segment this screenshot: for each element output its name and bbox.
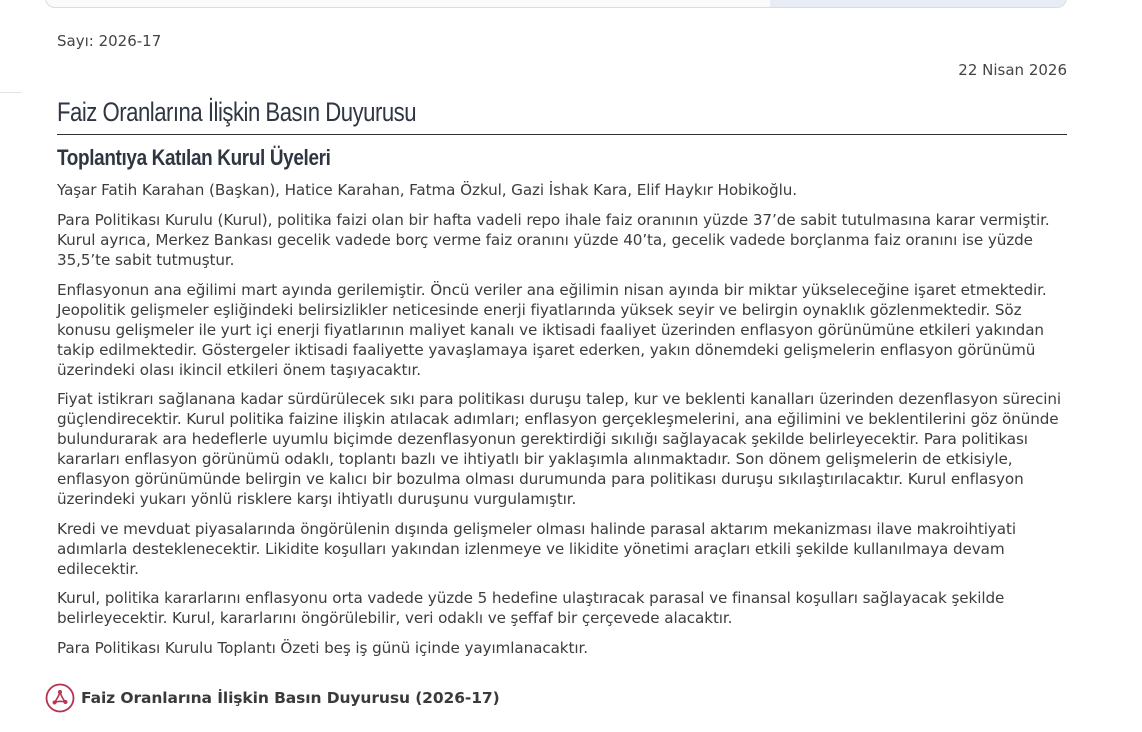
pdf-link-label: Faiz Oranlarına İlişkin Basın Duyurusu (2026-17) [81, 689, 500, 707]
issue-number: Sayı: 2026-17 [57, 32, 162, 50]
section-title-text: Toplantıya Katılan Kurul Üyeleri [57, 145, 331, 170]
paragraph-policy-rate: Para Politikası Kurulu (Kurul), politika faizi olan bir hafta vadeli repo ihale faiz oranının yüzde 37’de sabit tutulmasına karar vermiştir. Kurul ayrıca, Merkez Bankası gecelik vadede borç verme faiz oranını yüzde 40’ta, gecelik vadede borçlanma faiz oranını ise yüzde 35,5’te sabit tutmuştur. [57, 211, 1050, 269]
page-title-text: Faiz Oranlarına İlişkin Basın Duyurusu [57, 97, 417, 127]
paragraph-price-stability: Fiyat istikrarı sağlanana kadar sürdürülecek sıkı para politikası duruşu talep, kur ve beklenti kanalları üzerinden dezenflasyon sürecini güçlendirecektir. Kurul politika faizine ilişkin atılacak adımları; enflasyon gerçekleşmelerini, ana eğilimini ve beklentilerini göz önünde bulundurarak ara hedeflerle uyumlu biçimde dezenflasyonun gerektirdiği sıkılığı sağlayacak şekilde belirleyecektir. Para politikası kararları enflasyon görünümü odaklı, toplantı bazlı ve ihtiyatlı bir yaklaşımla alınmaktadır. Son dönem gelişmelerin de etkisiyle, enflasyon görünümünde belirgin ve kalıcı bir bozulma olması durumunda para politikası duruşu sıkılaştırılacaktır. Kurul enflasyon üzerindeki yukarı yönlü risklere karşı ihtiyatlı duruşunu vurgulamıştır. [57, 390, 1061, 508]
paragraph-credit-markets: Kredi ve mevduat piyasalarında öngörülenin dışında gelişmeler olması halinde parasal aktarım mekanizması ilave makroihtiyati adımlarla desteklenecektir. Likidite koşulları yakından izlenmeye ve likidite yönetimi araçları etkili şekilde kullanılmaya devam edilecektir. [57, 519, 1016, 578]
pdf-icon [45, 683, 75, 713]
pdf-download-link[interactable] [45, 683, 500, 713]
top-toolbar-right-panel [770, 0, 1066, 7]
committee-members: Yaşar Fatih Karahan (Başkan), Hatice Karahan, Fatma Özkul, Gazi İshak Kara, Elif Haykır Hobikoğlu. [57, 181, 797, 199]
page-title [57, 97, 1067, 135]
publication-date: 22 Nisan 2026 [958, 61, 1067, 79]
press-release-body [57, 180, 1069, 667]
paragraph-summary-notice: Para Politikası Kurulu Toplantı Özeti beş iş günü içinde yayımlanacaktır. [57, 638, 588, 657]
paragraph-target: Kurul, politika kararlarını enflasyonu orta vadede yüzde 5 hedefine ulaştıracak parasal ve finansal koşulları sağlayacak şekilde belirleyecektir. Kurul, kararlarını öngörülebilir, veri odaklı ve şeffaf bir çerçevede alacaktır. [57, 589, 1005, 627]
section-title [57, 145, 375, 171]
left-divider [0, 92, 22, 93]
top-toolbar-edge [45, 0, 1067, 8]
paragraph-inflation-trend: Enflasyonun ana eğilimi mart ayında gerilemiştir. Öncü veriler ana eğilimin nisan ayında bir miktar yükseleceğine işaret etmektedir. Jeopolitik gelişmeler eşliğindeki belirsizlikler neticesinde enerji fiyatlarında yüksek seyir ve belirgin oynaklık gözlenmektedir. Söz konusu gelişmeler ile yurt içi enerji fiyatlarının maliyet kanalı ve iktisadi faaliyet üzerinden enflasyon görünümüne etkileri yakından takip edilmektedir. Göstergeler iktisadi faaliyette yavaşlamaya işaret ederken, yakın dönemdeki gelişmelerin enflasyon görünümü üzerindeki olası ikincil etkileri önem taşıyacaktır. [57, 280, 1047, 379]
